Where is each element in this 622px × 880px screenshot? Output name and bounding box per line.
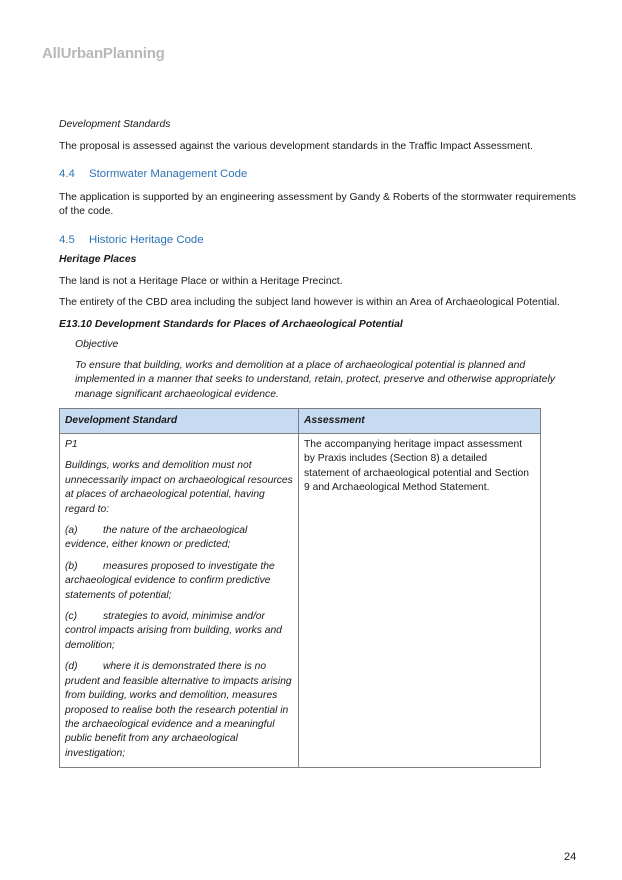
standard-intro: Buildings, works and demolition must not unnecessarily impact on archaeological resources at places of archaeological potential, having regard to: (65, 460, 293, 515)
item-text: the nature of the archaeological evidence, either known or predicted; (65, 525, 248, 551)
table-row (60, 434, 541, 768)
column-header-assessment: Assessment (299, 409, 541, 434)
cbd-text: The entirety of the CBD area including the subject land however is within an Area of Archaeological Potential. (59, 297, 560, 308)
list-item (65, 560, 293, 603)
dev-standards-text: The proposal is assessed against the various development standards in the Traffic Impact Assessment. (59, 140, 533, 152)
heritage-places-heading: Heritage Places (59, 254, 137, 265)
p1-label: P1 (65, 439, 78, 450)
column-header-standard: Development Standard (60, 409, 299, 434)
item-label: (d) (65, 661, 78, 673)
section-number: 4.5 (59, 233, 75, 246)
logo: AllUrbanPlanning (42, 45, 165, 62)
standard-cell (60, 434, 299, 768)
section-title: Historic Heritage Code (89, 233, 204, 246)
page-content (59, 118, 579, 768)
heritage-places-text: The land is not a Heritage Place or within a Heritage Precinct. (59, 275, 343, 287)
section-number: 4.4 (59, 168, 75, 180)
item-label: (c) (65, 611, 78, 623)
e1310-heading: E13.10 Development Standards for Places of Archaeological Potential (59, 318, 403, 330)
assessment-text: The accompanying heritage impact assessment by Praxis includes (Section 8) a detailed statement of archaeological potential and Section 9 and Archaeological Method Statement. (304, 439, 529, 494)
item-text: where it is demonstrated there is no prudent and feasible alternative to impacts arising from building, works and demolition, measures proposed to realise both the research potential in the archaeological evidence and a meaningful public benefit from any archaeological investigation; (65, 661, 292, 759)
table-header-row (60, 409, 541, 434)
item-label: (a) (65, 525, 78, 537)
dev-standards-label: Development Standards (59, 119, 171, 130)
item-label: (b) (65, 560, 78, 572)
page-number: 24 (564, 851, 577, 863)
list-item (65, 524, 293, 553)
objective-text: To ensure that building, works and demolition at a place of archaeological potential is planned and implemented in a manner that seeks to understand, retain, protect, preserve and otherwise appropriately manage significant archaeological evidence. (75, 359, 555, 400)
section-title: Stormwater Management Code (89, 168, 248, 180)
stormwater-text: The application is supported by an engineering assessment by Gandy & Roberts of the stormwater requirements of the code. (59, 191, 576, 217)
item-text: strategies to avoid, minimise and/or control impacts arising from building, works and demolition; (65, 611, 282, 651)
item-text: measures proposed to investigate the archaeological evidence to confirm predictive statements of potential; (65, 560, 275, 601)
list-item (65, 660, 293, 761)
list-item (65, 610, 293, 653)
standards-table (59, 408, 541, 768)
section-heading-heritage (59, 233, 579, 248)
assessment-cell (299, 434, 541, 768)
section-heading-stormwater (59, 167, 579, 182)
objective-label: Objective (75, 339, 119, 350)
